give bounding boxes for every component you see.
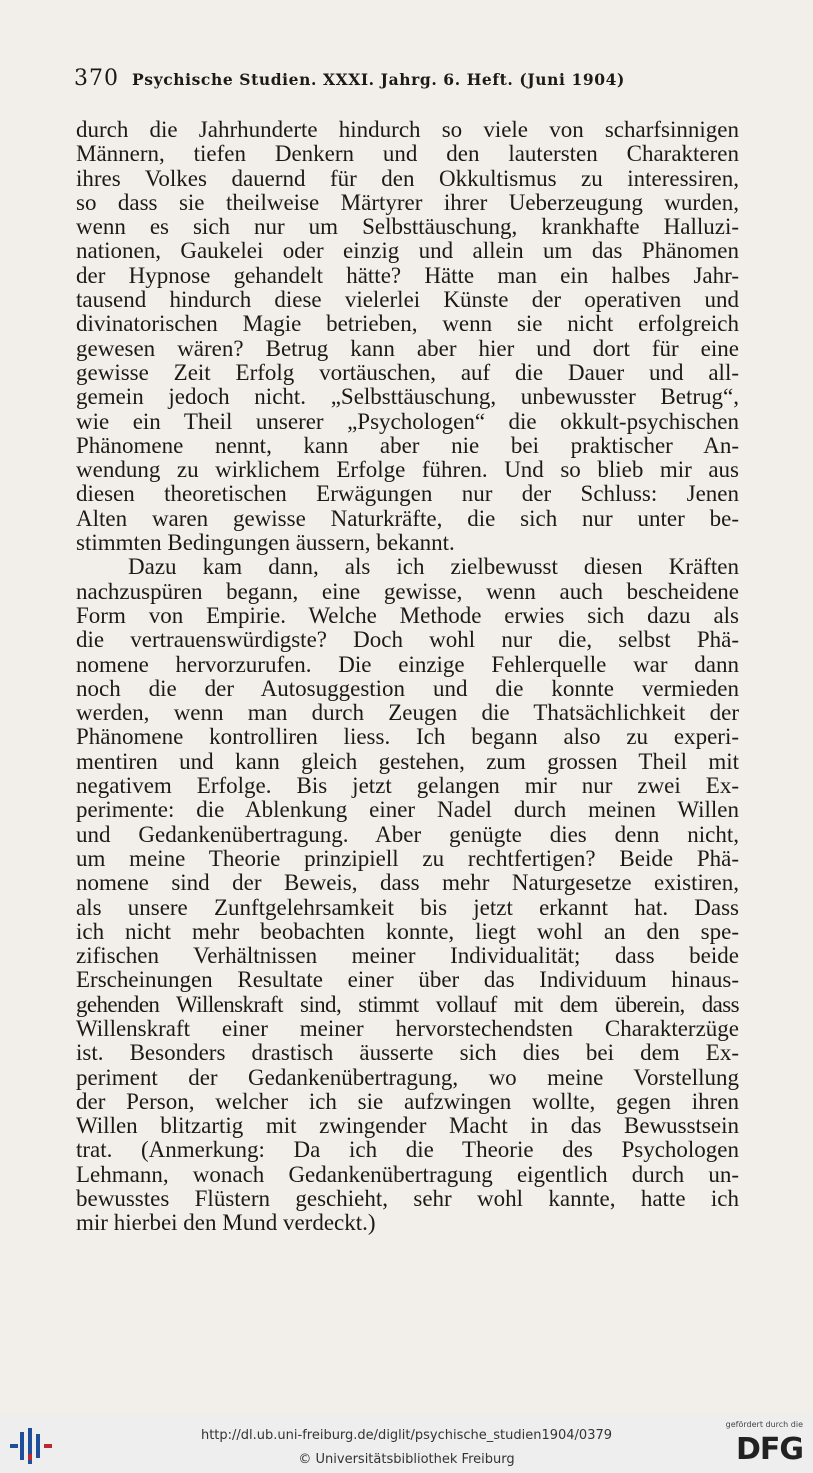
text-line: gewisse Zeit Erfolg vortäuschen, auf die Dauer und all- (76, 359, 739, 385)
text-line: mir hierbei den Mund verdeckt.) (76, 1210, 376, 1236)
text-line: Phänomene nennt, kann aber nie bei praktischer An- (76, 432, 739, 458)
header-title: Psychische Studien. XXXI. Jahrg. 6. Heft. (Juni 1904) (132, 70, 625, 89)
text-line: Erscheinungen Resultate einer über das Individuum hinaus- (76, 967, 739, 993)
viewer-footer (0, 1414, 813, 1473)
text-line: um meine Theorie prinzipiell zu rechtfertigen? Beide Phä- (76, 845, 739, 871)
text-line: periment der Gedankenübertragung, wo meine Vorstellung (76, 1064, 739, 1090)
text-line: gewesen wären? Betrug kann aber hier und dort für eine (76, 335, 739, 361)
text-line: trat. (Anmerkung: Da ich die Theorie des Psychologen (76, 1137, 739, 1163)
text-line: mentiren und kann gleich gestehen, zum grossen Theil mit (76, 748, 739, 774)
text-line: nomene sind der Beweis, dass mehr Naturgesetze existiren, (76, 870, 739, 896)
text-line: gemein jedoch nicht. „Selbsttäuschung, unbewusster Betrug“, (76, 384, 739, 410)
text-line: werden, wenn man durch Zeugen die Thatsächlichkeit der (76, 700, 739, 726)
text-line: nachzuspüren begann, eine gewisse, wenn auch bescheidene (76, 578, 739, 604)
text-line: durch die Jahrhunderte hindurch so viele von scharfsinnigen (76, 117, 739, 142)
text-line: gehenden Willenskraft sind, stimmt vollauf mit dem überein, dass (76, 991, 739, 1017)
text-line: wenn es sich nur um Selbsttäuschung, krankhafte Halluzi- (76, 214, 739, 240)
text-line: stimmten Bedingungen äussern, bekannt. (76, 530, 455, 556)
text-line: zifischen Verhältnissen meiner Individualität; dass beide (76, 943, 739, 969)
text-line: ihres Volkes dauernd für den Okkultismus zu interessiren, (76, 165, 739, 191)
text-line: nomene hervorzurufen. Die einzige Fehlerquelle war dann (76, 651, 739, 677)
text-line: der Hypnose gehandelt hätte? Hätte man ein halbes Jahr- (76, 262, 739, 288)
text-line: Lehmann, wonach Gedankenübertragung eigentlich durch un- (76, 1161, 739, 1187)
text-line: wie ein Theil unserer „Psychologen“ die okkult-psychischen (76, 408, 739, 434)
dfg-caption: gefördert durch die (725, 1420, 803, 1429)
text-line: perimente: die Ablenkung einer Nadel durch meinen Willen (76, 797, 739, 823)
source-url[interactable]: http://dl.ub.uni-freiburg.de/diglit/psychische_studien1904/0379 (200, 1428, 613, 1443)
page-number: 370 (74, 66, 119, 91)
text-line: Männern, tiefen Denkern und den lautersten Charakteren (76, 141, 739, 167)
text-line: noch die der Autosuggestion und die konnte vermieden (76, 675, 739, 701)
text-line: divinatorischen Magie betrieben, wenn sie nicht erfolgreich (76, 311, 739, 337)
body-text (76, 118, 739, 1236)
text-line: nationen, Gaukelei oder einzig und allein um das Phänomen (76, 238, 739, 264)
text-line: Alten waren gewisse Naturkräfte, die sich nur unter be- (76, 505, 739, 531)
text-line: und Gedankenübertragung. Aber genügte dies denn nicht, (76, 821, 739, 847)
text-line: so dass sie theilweise Märtyrer ihrer Ueberzeugung wurden, (76, 189, 739, 215)
dfg-badge (717, 1420, 803, 1470)
text-line: Willen blitzartig mit zwingender Macht in das Bewusstsein (76, 1113, 739, 1139)
dfg-logo: DFG (735, 1432, 803, 1467)
text-line: als unsere Zunftgelehrsamkeit bis jetzt erkannt hat. Dass (76, 894, 739, 920)
text-line: Dazu kam dann, als ich zielbewusst diesen Kräften (128, 554, 739, 580)
text-line: die vertrauenswürdigste? Doch wohl nur die, selbst Phä- (76, 627, 739, 653)
text-line: wendung zu wirklichem Erfolge führen. Und so blieb mir aus (76, 457, 739, 483)
text-line: diesen theoretischen Erwägungen nur der Schluss: Jenen (76, 481, 739, 507)
text-line: bewusstes Flüstern geschieht, sehr wohl kannte, hatte ich (76, 1186, 739, 1212)
text-line: der Person, welcher ich sie aufzwingen wollte, gegen ihren (76, 1088, 739, 1114)
text-line: ist. Besonders drastisch äusserte sich dies bei dem Ex- (76, 1040, 739, 1066)
copyright-notice: © Universitätsbibliothek Freiburg (298, 1452, 515, 1467)
text-line: Form von Empirie. Welche Methode erwies sich dazu als (76, 602, 739, 628)
text-line: Phänomene kontrolliren liess. Ich begann also zu experi- (76, 724, 739, 750)
text-line: Willenskraft einer meiner hervorstechendsten Charakterzüge (76, 1015, 739, 1041)
text-line: negativem Erfolge. Bis jetzt gelangen mir nur zwei Ex- (76, 773, 739, 799)
text-line: ich nicht mehr beobachten konnte, liegt wohl an den spe- (76, 918, 739, 944)
running-head (74, 66, 734, 96)
text-line: tausend hindurch diese vielerlei Künste der operativen und (76, 287, 739, 313)
